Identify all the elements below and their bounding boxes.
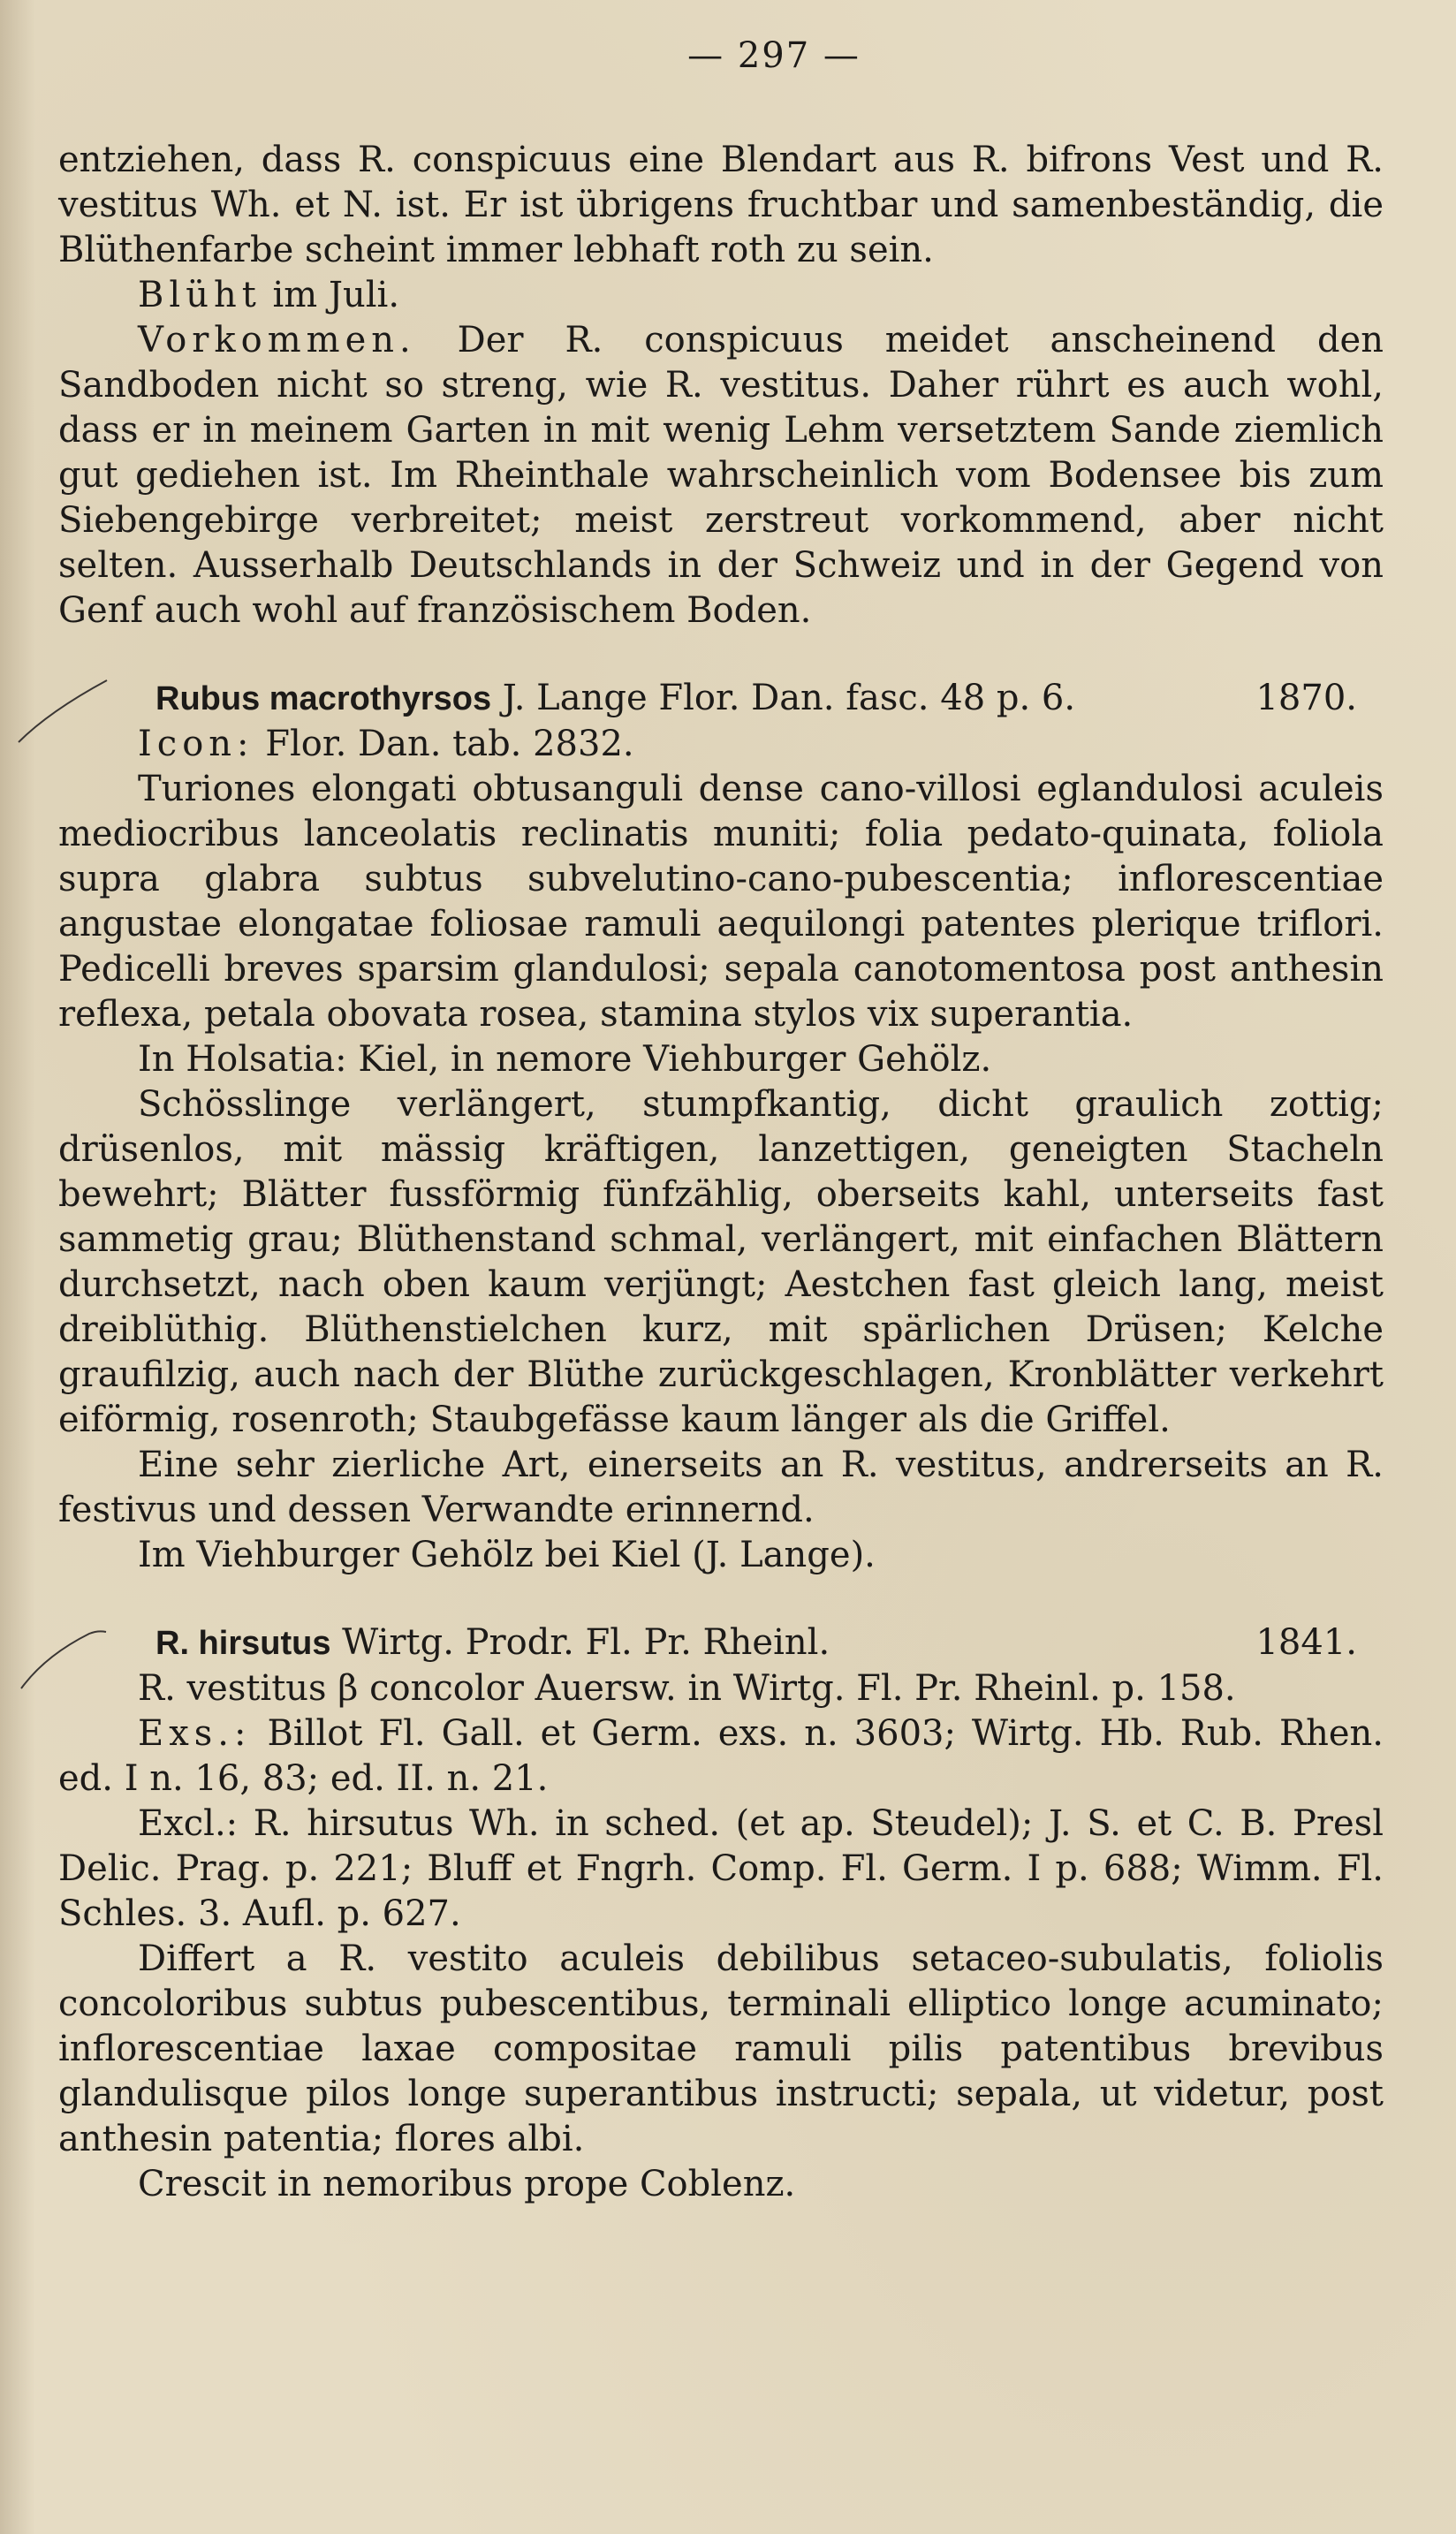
- hirsutus-citation: Wirtg. Prodr. Fl. Pr. Rheinl.: [330, 1622, 830, 1663]
- hirsutus-exsiccatae: [58, 1711, 1384, 1802]
- hirsutus-year: 1841.: [1255, 1622, 1357, 1663]
- macrothyrsos-remark: Eine sehr zierliche Art, einerseits an R. vestitus, andrerseits an R. festivus und dessen Verwandte erinnernd.: [58, 1445, 1384, 1530]
- section-gap: [58, 634, 1384, 676]
- pencil-check-mark-icon: [14, 676, 111, 747]
- paragraph-vorkommen: [58, 318, 1384, 634]
- hirsutus-synonym: R. vestitus β concolor Auersw. in Wirtg. Fl. Pr. Rheinl. p. 158.: [138, 1668, 1236, 1709]
- hirsutus-latin-description: Differt a R. vestito aculeis debilibus setaceo-subulatis, foliolis concoloribus subtus pubescentibus, terminali elliptico longe acuminato; inflorescentiae laxae compositae ramuli pilis patentibus brevibus glandulisque pilos longe superantibus instructi; sepala, ut videtur, post anthesin patentia; flores albi.: [58, 1938, 1384, 2159]
- macrothyrsos-source: Im Viehburger Gehölz bei Kiel (J. Lange).: [138, 1535, 876, 1575]
- macrothyrsos-name: Rubus macrothyrsos: [155, 680, 492, 717]
- hirsutus-habitat: Crescit in nemoribus prope Coblenz.: [138, 2164, 796, 2204]
- species-macrothyrsos: [58, 676, 1384, 1578]
- section-gap: [58, 1578, 1384, 1620]
- exs-label: Exs.:: [138, 1713, 252, 1754]
- paragraph-bluht: [58, 273, 1384, 318]
- vorkommen-label: Vorkommen.: [138, 320, 416, 360]
- hirsutus-exclusions: Excl.: R. hirsutus Wh. in sched. (et ap. Steudel); J. S. et C. B. Presl Delic. Prag. p. 221; Bluff et Fngrh. Comp. Fl. Germ. I p. 688; Wimm. Fl. Schles. 3. Aufl. p. 627.: [58, 1803, 1384, 1934]
- macrothyrsos-latin-description: Turiones elongati obtusanguli dense cano-villosi eglandulosi aculeis mediocribus lanceolatis reclinatis muniti; folia pedato-quinata, foliola supra glabra subtus subvelutino-cano-pubescentia; inflorescentiae angustae elongatae foliosae ramuli aequilongi patentes plerique triflori. Pedicelli breves sparsim glandulosi; sepala canotomentosa post anthesin reflexa, petala obovata rosea, stamina stylos vix superantia.: [58, 769, 1384, 1035]
- bluht-label: Blüht: [138, 275, 262, 315]
- book-page: [58, 35, 1384, 2207]
- hirsutus-title-line: [58, 1620, 1384, 1666]
- macrothyrsos-year: 1870.: [1255, 678, 1357, 718]
- page-number: — 297 —: [687, 35, 861, 76]
- vorkommen-text: Der R. conspicuus meidet anscheinend den Sandboden nicht so streng, wie R. vestitus. Daher rührt es auch wohl, dass er in meinem Garten in mit wenig Lehm versetztem Sande ziemlich gut gediehen ist. Im Rheinthale wahrscheinlich vom Bodensee bis zum Siebengebirge verbreitet; meist zerstreut vorkommend, aber nicht selten. Ausserhalb Deutschlands in der Schweiz und in der Gegend von Genf auch wohl auf französischem Boden.: [58, 320, 1384, 631]
- macrothyrsos-locality: In Holsatia: Kiel, in nemore Viehburger Gehölz.: [138, 1039, 992, 1080]
- paragraph-conspicuus-origin: entziehen, dass R. conspicuus eine Blendart aus R. bifrons Vest und R. vestitus Wh. et N. ist. Er ist übrigens fruchtbar und samenbeständig, die Blüthenfarbe scheint immer lebhaft roth zu sein.: [58, 140, 1384, 270]
- exs-text: Billot Fl. Gall. et Germ. exs. n. 3603; Wirtg. Hb. Rub. Rhen. ed. I n. 16, 83; ed. II. n. 21.: [58, 1713, 1384, 1799]
- macrothyrsos-citation: J. Lange Flor. Dan. fasc. 48 p. 6.: [491, 678, 1076, 718]
- bluht-text: im Juli.: [261, 275, 400, 315]
- macrothyrsos-title-line: [58, 676, 1384, 722]
- hirsutus-name: R. hirsutus: [155, 1625, 331, 1662]
- icon-text: Flor. Dan. tab. 2832.: [254, 724, 634, 764]
- macrothyrsos-german-description: Schösslinge verlängert, stumpfkantig, dicht graulich zottig; drüsenlos, mit mässig kräftigen, lanzettigen, geneigten Stacheln bewehrt; Blätter fussförmig fünfzählig, oberseits kahl, unterseits fast sammetig grau; Blüthenstand schmal, verlängert, mit einfachen Blättern durchsetzt, nach oben kaum verjüngt; Aestchen fast gleich lang, meist dreiblüthig. Blüthenstielchen kurz, mit spärlichen Drüsen; Kelche graufilzig, auch nach der Blüthe zurückgeschlagen, Kronblätter verkehrt eiförmig, rosenroth; Staubgefässe kaum länger als die Griffel.: [58, 1084, 1384, 1440]
- icon-label: Icon:: [138, 724, 254, 764]
- pencil-check-mark-icon: [14, 1625, 111, 1696]
- macrothyrsos-icon-ref: [58, 722, 1384, 767]
- species-hirsutus: [58, 1620, 1384, 2207]
